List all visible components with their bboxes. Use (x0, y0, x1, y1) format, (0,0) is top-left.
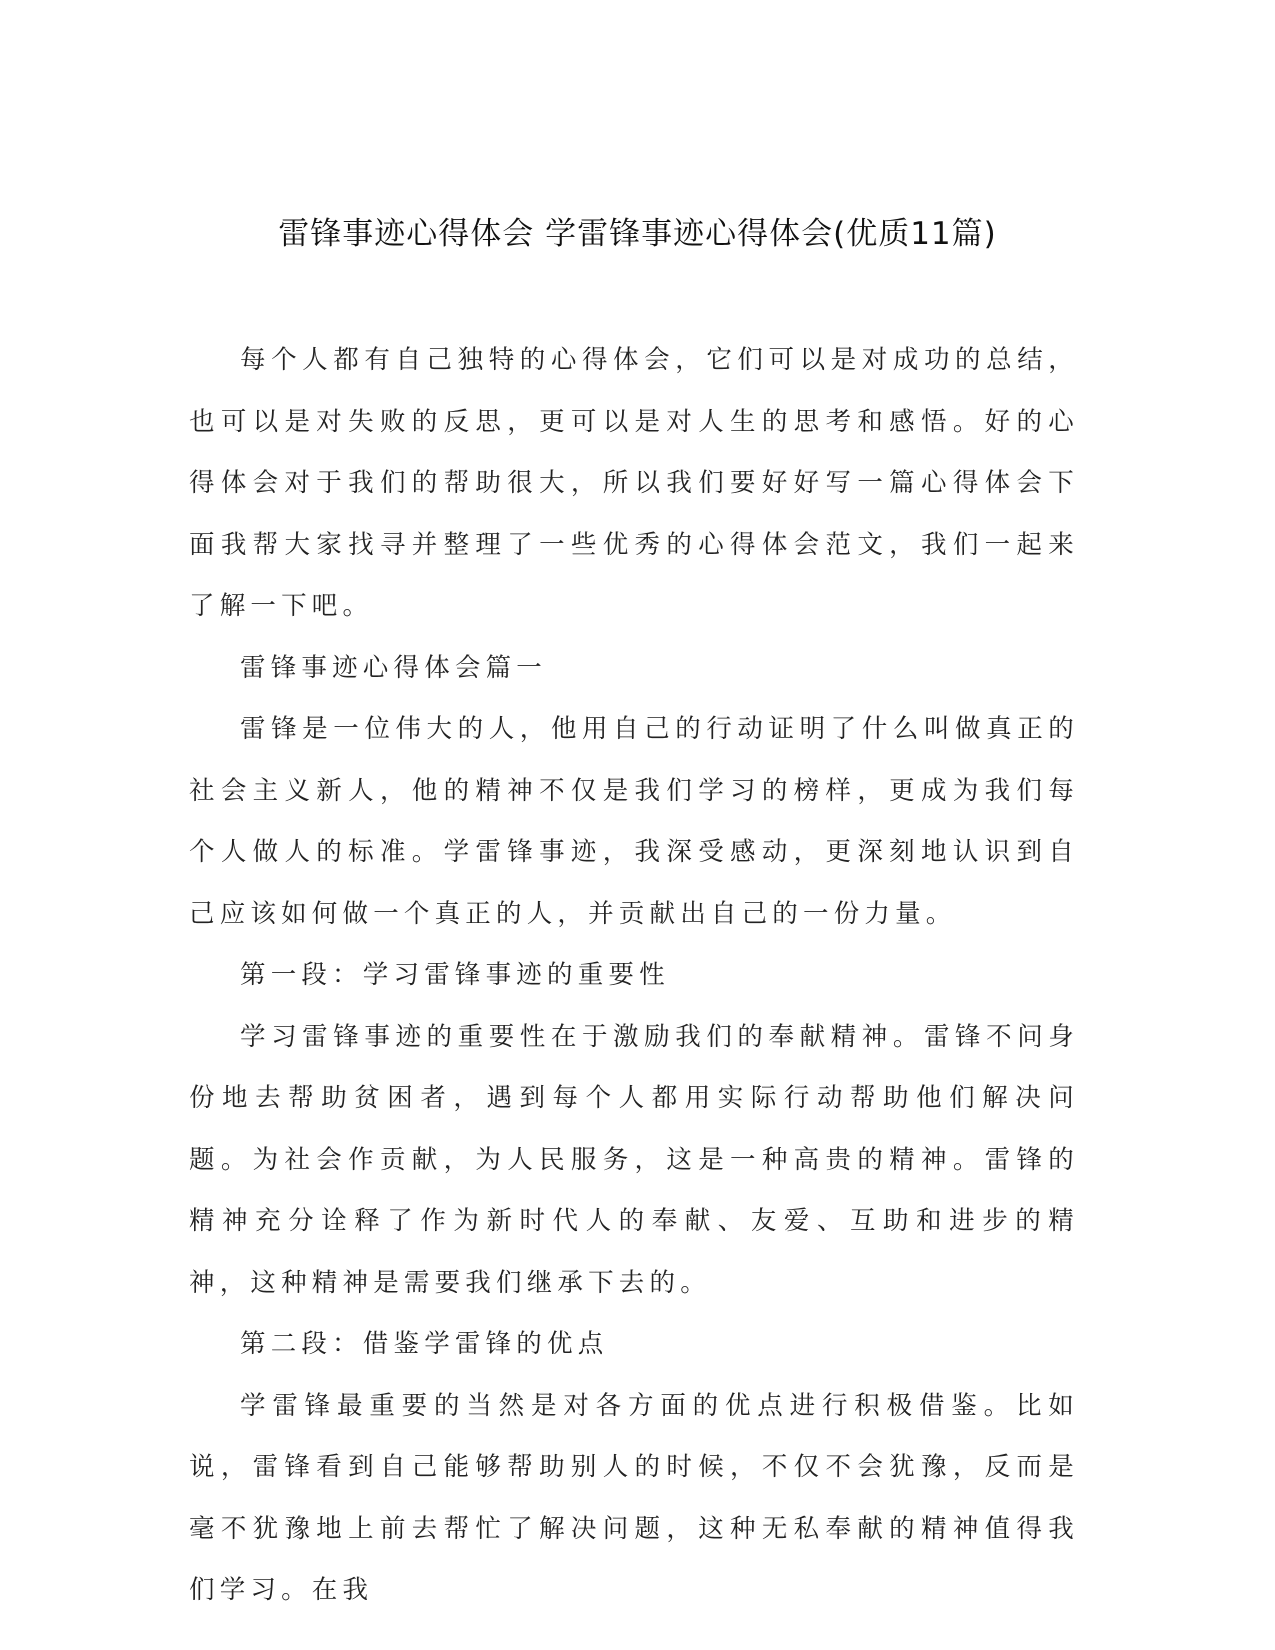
section-heading-part-one: 雷锋事迹心得体会篇一 (240, 652, 548, 683)
intro-paragraph: 每个人都有自己独特的心得体会，它们可以是对成功的总结，也可以是对失败的反思，更可以是对人生的思考和感悟。好的心得体会对于我们的帮助很大，所以我们要好好写一篇心得体会下面我帮大家找寻并整理了一些优秀的心得体会范文，我们一起来了解一下吧。 (189, 345, 1079, 621)
section-heading-first: 第一段：学习雷锋事迹的重要性 (240, 960, 670, 990)
body-paragraph: 学习雷锋事迹的重要性在于激励我们的奉献精神。雷锋不问身份地去帮助贫困者，遇到每个人都用实际行动帮助他们解决问题。为社会作贡献，为人民服务，这是一种高贵的精神。雷锋的精神充分诠释了作为新时代人的奉献、友爱、互助和进步的精神，这种精神是需要我们继承下去的。 (189, 1021, 1079, 1298)
document-title: 雷锋事迹心得体会 学雷锋事迹心得体会(优质11篇) (278, 216, 997, 252)
body-paragraph: 雷锋是一位伟大的人，他用自己的行动证明了什么叫做真正的社会主义新人，他的精神不仅是我们学习的榜样，更成为我们每个人做人的标准。学雷锋事迹，我深受感动，更深刻地认识到自己应该如何做一个真正的人，并贡献出自己的一份力量。 (189, 714, 1079, 929)
section-heading-second: 第二段：借鉴学雷锋的优点 (240, 1329, 609, 1359)
document-body (189, 330, 1079, 1622)
body-paragraph: 学雷锋最重要的当然是对各方面的优点进行积极借鉴。比如说，雷锋看到自己能够帮助别人的时候，不仅不会犹豫，反而是毫不犹豫地上前去帮忙了解决问题，这种无私奉献的精神值得我们学习。在我 (189, 1390, 1079, 1605)
